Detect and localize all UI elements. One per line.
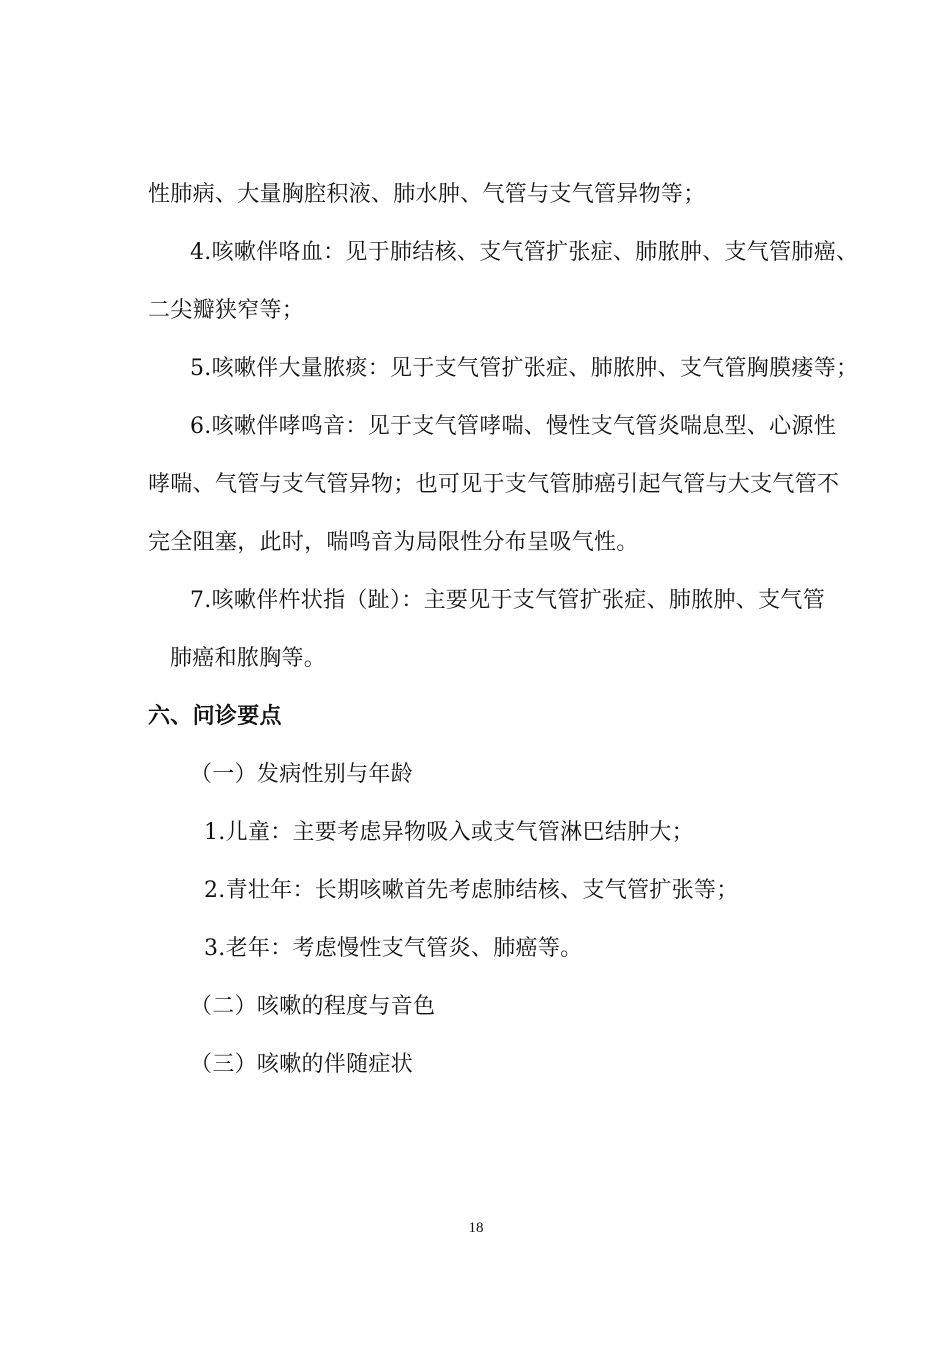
item-5-line: 5.咳嗽伴大量脓痰：见于支气管扩张症、肺脓肿、支气管胸膜瘘等； [190, 356, 859, 381]
item-6-line: 6.咳嗽伴哮鸣音：见于支气管哮喘、慢性支气管炎喘息型、心源性 [190, 414, 836, 439]
item-7-line: 7.咳嗽伴杵状指（趾）：主要见于支气管扩张症、肺脓肿、支气管 [190, 588, 825, 613]
list-item: 3.老年：考虑慢性支气管炎、肺癌等。 [204, 936, 583, 961]
list-item: 1.儿童：主要考虑异物吸入或支气管淋巴结肿大； [204, 820, 694, 845]
item-4-line: 二尖瓣狭窄等； [148, 298, 305, 323]
item-4-line: 4.咳嗽伴咯血：见于肺结核、支气管扩张症、肺脓肿、支气管肺癌、 [190, 240, 859, 265]
item-6-line: 哮喘、气管与支气管异物；也可见于支气管肺癌引起气管与大支气管不 [148, 472, 840, 497]
subsection-heading: （二）咳嗽的程度与音色 [190, 994, 436, 1019]
subsection-heading: （三）咳嗽的伴随症状 [190, 1052, 414, 1077]
item-7-line: 肺癌和脓胸等。 [170, 646, 327, 671]
subsection-heading: （一）发病性别与年龄 [190, 762, 414, 787]
page-number: 18 [468, 1220, 484, 1236]
list-item: 2.青壮年：长期咳嗽首先考虑肺结核、支气管扩张等； [204, 878, 739, 903]
section-heading: 六、问诊要点 [148, 704, 282, 729]
paragraph-line: 性肺病、大量胸腔积液、肺水肿、气管与支气管异物等； [148, 182, 706, 207]
item-6-line: 完全阻塞，此时，喘鸣音为局限性分布呈吸气性。 [148, 530, 639, 555]
